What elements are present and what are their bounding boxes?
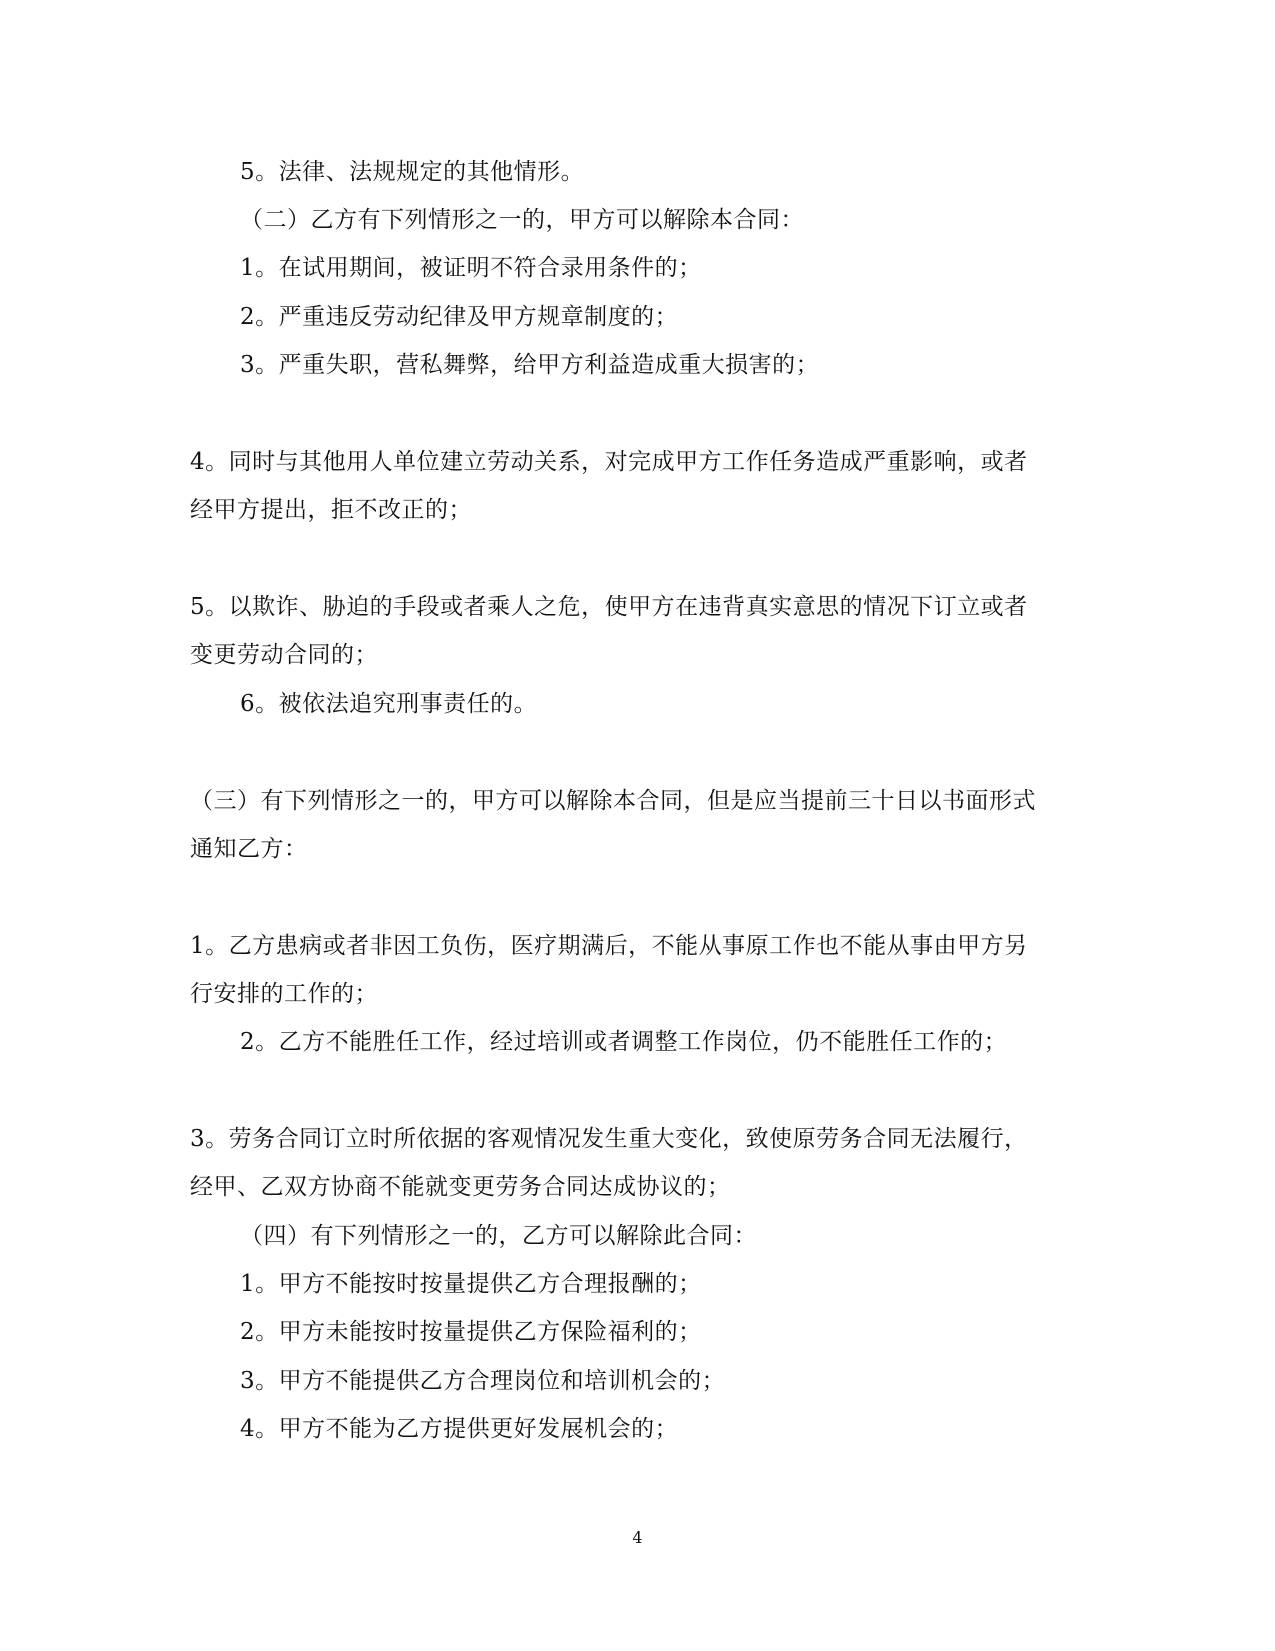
text-line: 通知乙方： — [190, 836, 308, 862]
text-line: 1。乙方患病或者非因工负伤，医疗期满后，不能从事原工作也不能从事由甲方另 — [190, 933, 1028, 959]
text-line: 3。甲方不能提供乙方合理岗位和培训机会的； — [240, 1368, 726, 1394]
text-line: 行安排的工作的； — [190, 981, 378, 1007]
text-line: 2。严重违反劳动纪律及甲方规章制度的； — [240, 304, 679, 330]
text-line: 5。以欺诈、胁迫的手段或者乘人之危，使甲方在违背真实意思的情况下订立或者 — [190, 594, 1028, 620]
text-line: 2。乙方不能胜任工作，经过培训或者调整工作岗位，仍不能胜任工作的； — [240, 1029, 1008, 1055]
text-line: （三）有下列情形之一的，甲方可以解除本合同，但是应当提前三十日以书面形式 — [190, 788, 1036, 814]
text-line: 4。同时与其他用人单位建立劳动关系，对完成甲方工作任务造成严重影响，或者 — [190, 449, 1028, 475]
text-line: （四）有下列情形之一的，乙方可以解除此合同： — [240, 1223, 757, 1249]
text-line: 经甲、乙双方协商不能就变更劳务合同达成协议的； — [190, 1174, 731, 1200]
text-line: 5。法律、法规规定的其他情形。 — [240, 159, 585, 185]
page-number: 4 — [632, 1528, 643, 1547]
text-line: 2。甲方未能按时按量提供乙方保险福利的； — [240, 1319, 702, 1345]
text-line: 1。在试用期间，被证明不符合录用条件的； — [240, 255, 702, 281]
text-line: 变更劳动合同的； — [190, 642, 378, 668]
text-line: （二）乙方有下列情形之一的，甲方可以解除本合同： — [240, 207, 804, 233]
text-line: 经甲方提出，拒不改正的； — [190, 497, 472, 523]
text-line: 6。被依法追究刑事责任的。 — [240, 691, 538, 717]
text-line: 4。甲方不能为乙方提供更好发展机会的； — [240, 1416, 679, 1442]
text-line: 1。甲方不能按时按量提供乙方合理报酬的； — [240, 1271, 702, 1297]
text-line: 3。严重失职，营私舞弊，给甲方利益造成重大损害的； — [240, 352, 820, 378]
text-line: 3。劳务合同订立时所依据的客观情况发生重大变化，致使原劳务合同无法履行， — [190, 1126, 1028, 1152]
